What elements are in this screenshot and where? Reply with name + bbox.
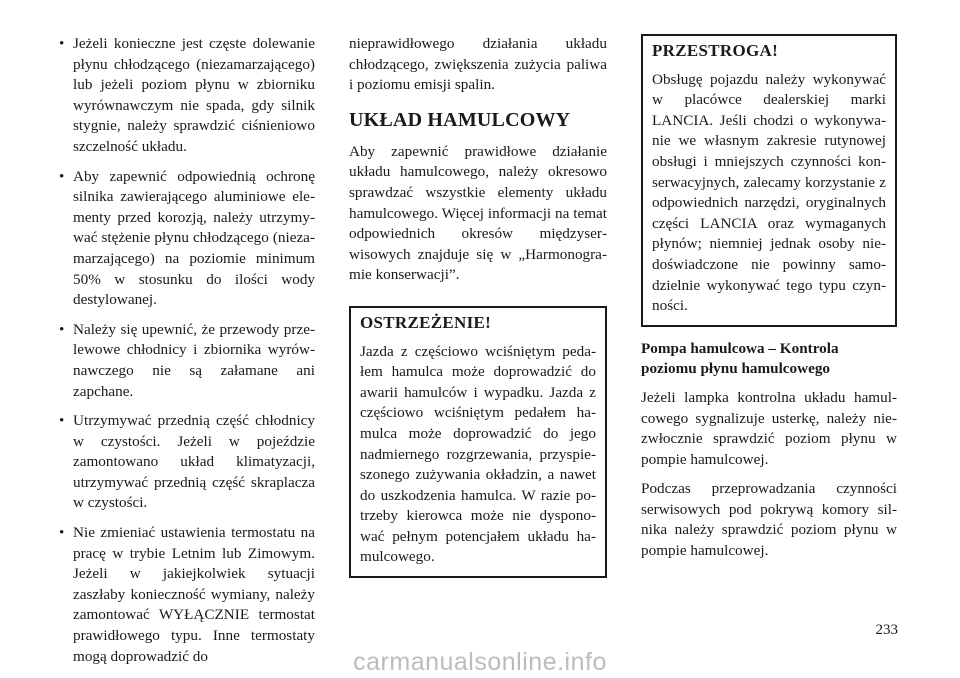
- subsection-heading: Pompa hamulcowa – Kontrola poziomu płynu hamulcowego: [641, 339, 839, 378]
- left-column: [57, 34, 315, 676]
- caution-text: Obsługę pojazdu należy wykonywać w placówce dealerskiej marki LANCIA. Jeśli chodzi o wykonywanie we własnym zakresie rutynowej obsługi i mniejszych czynności konserwacyjnych, zalecamy korzystanie z odpowiednich narzędzi, oryginalnych części LANCIA oraz wymaganych płynów; niemniej jednak osoby niedoświadczone nie powinny samodzielnie wykonywać tego typu czynności.: [652, 70, 886, 315]
- warning-text: Jazda z częściowo wciśniętym pedałem hamulca może doprowadzić do awarii hamulców i wypadku. Jazda z częściowo wciśniętym pedałem hamulca może doprowadzić do jego nadmiernego rozgrzewania, przyspieszonego zużywania okładzin, a nawet do uszkodzenia hamulca. W razie potrzeby kierowca może nie dysponować pełnym potencjałem układu hamulcowego.: [360, 342, 596, 566]
- continued-paragraph: nieprawidłowego działania układu chłodzącego, zwiększenia zużycia paliwa i poziomu emisji spalin.: [349, 35, 607, 94]
- list-item: • Jeżeli konieczne jest częste dolewanie płynu chłodzącego (niezamarzającego) lub jeżeli poziom płynu w zbiorniku wyrównawczym nie spada, gdy silnik stygnie, należy sprawdzić ciśnieniowo szczelność układu.: [57, 34, 315, 158]
- body-paragraph: Podczas przeprowadzania czynności serwisowych pod pokrywą komory silnika należy sprawdzić poziom płynu w pompie hamulcowej.: [641, 480, 897, 560]
- brake-intro-paragraph: Aby zapewnić prawidłowe działanie układu hamulcowego, należy okresowo sprawdzać wszystkie elementy układu hamulcowego. Więcej informacji na temat odpowiednich okresów międzyserwisowych znajduje się w „Harmonogramie konserwacji”.: [349, 142, 607, 284]
- page-number: 233: [875, 622, 898, 638]
- middle-column: [349, 34, 607, 578]
- list-item: • Należy się upewnić, że przewody przelewowe chłodnicy i zbiornika wyrównawczego nie są załamane ani zapchane.: [57, 320, 315, 402]
- list-item: • Utrzymywać przednią część chłodnicy w czystości. Jeżeli w pojeździe zamontowano układ klimatyzacji, utrzymywać przednią część skraplacza w czystości.: [57, 411, 315, 514]
- section-heading: UKŁAD HAMULCOWY: [349, 108, 571, 131]
- coolant-tips-list: [57, 34, 315, 667]
- warning-box: [349, 306, 607, 578]
- right-column: [641, 34, 897, 571]
- list-item: • Nie zmieniać ustawienia termostatu na pracę w trybie Letnim lub Zimowym. Jeżeli w jakiejkolwiek sytuacji zaszłaby konieczność wymiany, należy zamontować WYŁĄCZNIE termostat prawidłowego typu. Inne termostaty mogą doprowadzić do: [57, 523, 315, 667]
- caution-title: PRZESTROGA!: [652, 41, 779, 60]
- caution-box: [641, 34, 897, 327]
- warning-title: OSTRZEŻENIE!: [360, 312, 492, 332]
- list-item: • Aby zapewnić odpowiednią ochronę silnika zawierającego aluminiowe elementy przed korozją, należy utrzymywać stężenie płynu chłodzącego (niezamarzającego) na poziomie minimum 50% w stosunku do ilości wody destylowanej.: [57, 167, 315, 311]
- body-paragraph: Jeżeli lampka kontrolna układu hamulcowego sygnalizuje usterkę, należy niezwłocznie sprawdzić poziom płynu w pompie hamulcowej.: [641, 388, 897, 468]
- watermark: carmanualsonline.info: [353, 648, 607, 676]
